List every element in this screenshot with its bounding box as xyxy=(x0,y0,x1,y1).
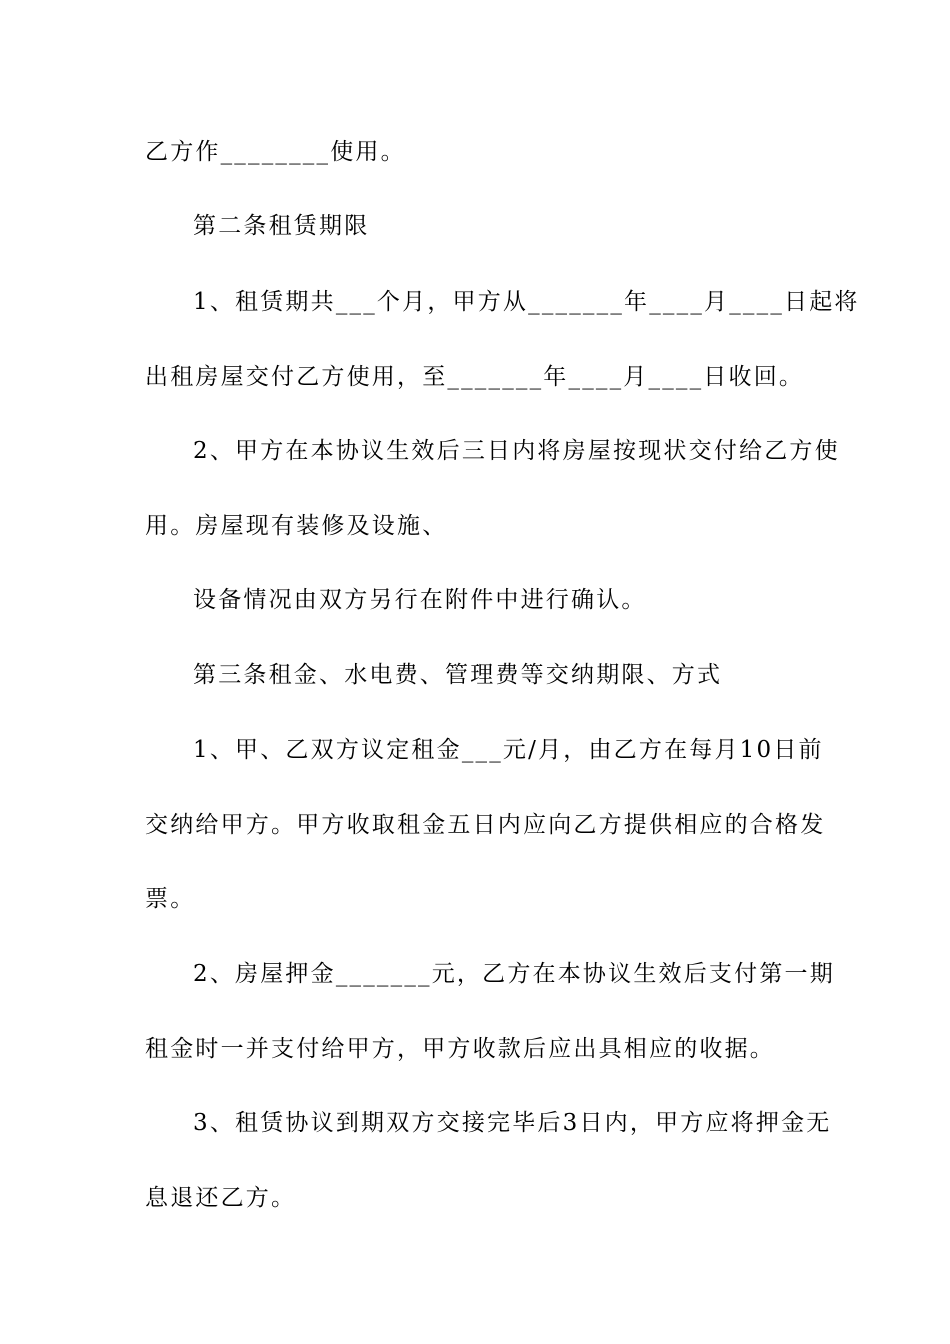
text-line: 交纳给甲方。甲方收取租金五日内应向乙方提供相应的合格发 xyxy=(145,812,826,838)
section-heading: 第三条租金、水电费、管理费等交纳期限、方式 xyxy=(193,662,723,688)
text-line: 设备情况由双方另行在附件中进行确认。 xyxy=(193,587,647,613)
section-heading: 第二条租赁期限 xyxy=(193,213,370,239)
text-line: 票。 xyxy=(145,886,196,912)
text-line: 息退还乙方。 xyxy=(145,1185,297,1211)
text-line: 用。房屋现有装修及设施、 xyxy=(145,513,448,539)
text-line: 1、租赁期共___个月，甲方从_______年____月____日起将 xyxy=(193,289,860,315)
text-line: 2、房屋押金_______元，乙方在本协议生效后支付第一期 xyxy=(193,961,835,987)
text-line: 1、甲、乙双方议定租金___元/月，由乙方在每月10日前 xyxy=(193,737,824,763)
text-line: 出租房屋交付乙方使用，至_______年____月____日收回。 xyxy=(145,364,805,390)
text-line: 3、租赁协议到期双方交接完毕后3日内，甲方应将押金无 xyxy=(193,1110,832,1136)
text-line: 租金时一并支付给甲方，甲方收款后应出具相应的收据。 xyxy=(145,1036,775,1062)
text-line: 乙方作________使用。 xyxy=(145,139,406,165)
text-line: 2、甲方在本协议生效后三日内将房屋按现状交付给乙方使 xyxy=(193,438,840,464)
